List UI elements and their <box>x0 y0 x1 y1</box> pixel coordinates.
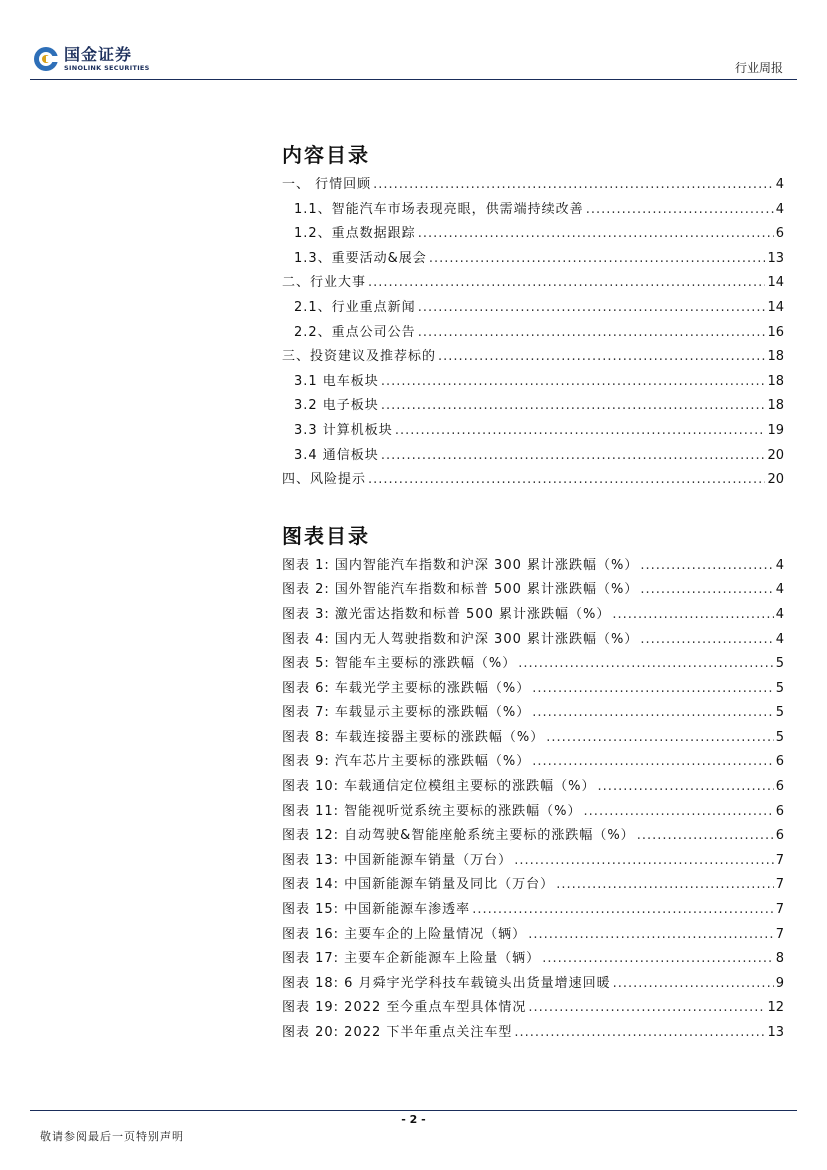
figure-entry-label: 图表 17: 主要车企新能源车上险量（辆） <box>282 951 541 967</box>
dot-leader <box>418 226 774 241</box>
toc-entry[interactable] <box>282 468 784 493</box>
toc-entry-label: 四、风险提示 <box>282 472 367 488</box>
figure-entry-label: 图表 14: 中国新能源车销量及同比（万台） <box>282 877 555 893</box>
figure-entry-label: 图表 2: 国外智能汽车指数和标普 500 累计涨跌幅（%） <box>282 582 639 598</box>
toc-entry[interactable] <box>282 419 784 444</box>
dot-leader <box>418 325 766 340</box>
figure-entry-page: 4 <box>775 557 784 573</box>
dot-leader <box>472 902 774 917</box>
figure-entry-label: 图表 8: 车载连接器主要标的涨跌幅（%） <box>282 729 545 745</box>
toc-entry-label: 一、 行情回顾 <box>282 177 372 192</box>
toc-entry-label: 1.3、重要活动&展会 <box>294 250 427 266</box>
figure-entry-page: 7 <box>775 926 784 942</box>
figure-entry[interactable] <box>282 873 784 898</box>
report-type-label: 行业周报 <box>734 61 783 75</box>
toc-entry[interactable] <box>282 370 784 395</box>
figure-entry-page: 12 <box>767 1000 784 1016</box>
toc-entry-page: 4 <box>775 177 784 192</box>
toc-entry-label: 1.1、智能汽车市场表现亮眼，供需端持续改善 <box>294 201 584 217</box>
figure-entry-page: 6 <box>775 754 784 770</box>
figure-entry[interactable] <box>282 578 784 603</box>
figure-entry-page: 4 <box>775 606 784 622</box>
figure-entry-page: 5 <box>775 729 784 745</box>
figure-entry[interactable] <box>282 898 784 923</box>
figure-entry[interactable] <box>282 775 784 800</box>
figure-entry[interactable] <box>282 923 784 948</box>
figure-entry-label: 图表 7: 车载显示主要标的涨跌幅（%） <box>282 705 531 721</box>
figure-entry-label: 图表 3: 激光雷达指数和标普 500 累计涨跌幅（%） <box>282 606 611 622</box>
figure-entry[interactable] <box>282 603 784 628</box>
figure-entry-page: 6 <box>775 803 784 819</box>
figure-list <box>282 554 784 1046</box>
toc-entry-label: 3.2 电子板块 <box>294 398 379 414</box>
figure-entry-label: 图表 4: 国内无人驾驶指数和沪深 300 累计涨跌幅（%） <box>282 631 639 647</box>
figure-entry-label: 图表 16: 主要车企的上险量情况（辆） <box>282 926 527 942</box>
toc-entry-page: 13 <box>767 250 784 266</box>
toc-entry-page: 18 <box>767 398 784 414</box>
figure-entry-label: 图表 9: 汽车芯片主要标的涨跌幅（%） <box>282 754 531 770</box>
figure-entry-page: 7 <box>775 902 784 918</box>
figure-entry-page: 8 <box>775 951 784 967</box>
dot-leader <box>381 448 766 463</box>
dot-leader <box>532 754 773 769</box>
figure-entry-label: 图表 5: 智能车主要标的涨跌幅（%） <box>282 656 517 672</box>
toc-title: 内容目录 <box>282 143 370 167</box>
dot-leader <box>381 398 766 413</box>
dot-leader <box>640 582 773 597</box>
figure-entry-label: 图表 20: 2022 下半年重点关注车型 <box>282 1025 513 1040</box>
toc-entry-label: 三、投资建议及推荐标的 <box>282 349 437 365</box>
dot-leader <box>395 423 766 438</box>
toc-entry[interactable] <box>282 345 784 370</box>
toc-entry[interactable] <box>282 444 784 469</box>
figure-entry[interactable] <box>282 652 784 677</box>
dot-leader <box>418 300 766 315</box>
dot-leader <box>586 202 774 217</box>
figure-entry-label: 图表 19: 2022 至今重点车型具体情况 <box>282 1000 527 1016</box>
figure-entry-page: 6 <box>775 779 784 795</box>
toc-entry-label: 3.1 电车板块 <box>294 373 379 389</box>
sinolink-logo-icon <box>33 46 59 72</box>
toc-entry-page: 19 <box>767 422 784 438</box>
figure-entry-label: 图表 1: 国内智能汽车指数和沪深 300 累计涨跌幅（%） <box>282 557 639 573</box>
dot-leader <box>613 976 774 991</box>
dot-leader <box>528 927 774 942</box>
dot-leader <box>514 1025 765 1040</box>
footer-divider <box>30 1110 797 1111</box>
toc-entry-page: 18 <box>767 349 784 365</box>
logo-chinese-name: 国金证券 <box>64 44 133 64</box>
figure-entry-label: 图表 11: 智能视听觉系统主要标的涨跌幅（%） <box>282 803 582 819</box>
toc-entry-page: 20 <box>767 472 784 488</box>
figure-entry[interactable] <box>282 677 784 702</box>
dot-leader <box>438 349 765 364</box>
figure-entry-page: 6 <box>775 828 784 844</box>
figure-list-title: 图表目录 <box>282 523 370 548</box>
figure-entry[interactable] <box>282 849 784 874</box>
figure-entry[interactable] <box>282 947 784 972</box>
toc-entry[interactable] <box>282 198 784 223</box>
dot-leader <box>546 730 773 745</box>
dot-leader <box>518 656 773 671</box>
logo-english-name: SINOLINK SECURITIES <box>64 63 150 72</box>
figure-entry[interactable] <box>282 1021 784 1046</box>
dot-leader <box>381 374 766 389</box>
figure-entry[interactable] <box>282 824 784 849</box>
figure-entry-label: 图表 6: 车载光学主要标的涨跌幅（%） <box>282 680 531 696</box>
dot-leader <box>368 275 765 290</box>
figure-entry-page: 5 <box>775 680 784 696</box>
figure-entry[interactable] <box>282 750 784 775</box>
toc-list <box>282 173 784 493</box>
toc-entry[interactable] <box>282 271 784 296</box>
dot-leader <box>532 681 773 696</box>
disclaimer-text: 敬请参阅最后一页特别声明 <box>40 1130 184 1143</box>
figure-entry[interactable] <box>282 628 784 653</box>
toc-entry-page: 4 <box>775 201 784 217</box>
dot-leader <box>640 558 773 573</box>
toc-entry-page: 6 <box>775 226 784 242</box>
dot-leader <box>542 951 774 966</box>
toc-entry-label: 二、行业大事 <box>282 275 367 291</box>
page-header <box>0 0 827 82</box>
dot-leader <box>556 877 774 892</box>
dot-leader <box>528 1000 765 1015</box>
main-content <box>282 140 784 1046</box>
dot-leader <box>429 251 766 266</box>
figure-entry-label: 图表 15: 中国新能源车渗透率 <box>282 902 471 918</box>
figure-entry-page: 9 <box>775 975 784 991</box>
figure-entry-label: 图表 12: 自动驾驶&智能座舱系统主要标的涨跌幅（%） <box>282 828 635 844</box>
toc-entry-label: 3.3 计算机板块 <box>294 422 393 438</box>
dot-leader <box>612 607 773 622</box>
dot-leader <box>640 632 773 647</box>
figure-entry-page: 5 <box>775 656 784 672</box>
toc-entry-label: 2.2、重点公司公告 <box>294 324 416 340</box>
figure-entry-label: 图表 13: 中国新能源车销量（万台） <box>282 852 513 868</box>
toc-entry-page: 18 <box>767 373 784 389</box>
toc-entry-label: 3.4 通信板块 <box>294 447 379 463</box>
figure-entry-page: 5 <box>775 705 784 721</box>
toc-entry[interactable] <box>282 222 784 247</box>
figure-entry-label: 图表 10: 车载通信定位模组主要标的涨跌幅（%） <box>282 779 596 795</box>
dot-leader <box>514 853 774 868</box>
toc-entry-page: 16 <box>767 324 784 340</box>
figure-entry-page: 7 <box>775 877 784 893</box>
toc-entry-label: 1.2、重点数据跟踪 <box>294 226 416 242</box>
toc-entry[interactable] <box>282 173 784 198</box>
dot-leader <box>598 779 774 794</box>
figure-entry[interactable] <box>282 800 784 825</box>
figure-entry[interactable] <box>282 726 784 751</box>
toc-entry-page: 20 <box>767 447 784 463</box>
figure-entry-label: 图表 18: 6 月舜宇光学科技车载镜头出货量增速回暖 <box>282 975 611 991</box>
toc-entry-label: 2.1、行业重点新闻 <box>294 299 416 315</box>
dot-leader <box>637 828 774 843</box>
toc-entry[interactable] <box>282 394 784 419</box>
figure-entry-page: 4 <box>775 582 784 598</box>
figure-entry[interactable] <box>282 972 784 997</box>
company-logo <box>33 46 150 72</box>
figure-entry-page: 7 <box>775 852 784 868</box>
figure-entry[interactable] <box>282 701 784 726</box>
toc-entry[interactable] <box>282 321 784 346</box>
dot-leader <box>584 804 774 819</box>
figure-entry-page: 13 <box>767 1025 784 1040</box>
toc-entry-page: 14 <box>767 275 784 291</box>
dot-leader <box>532 705 773 720</box>
header-divider <box>30 79 797 80</box>
figure-entry[interactable] <box>282 996 784 1021</box>
toc-entry-page: 14 <box>767 299 784 315</box>
dot-leader <box>368 472 765 487</box>
figure-entry-page: 4 <box>775 631 784 647</box>
toc-entry[interactable] <box>282 247 784 272</box>
toc-entry[interactable] <box>282 296 784 321</box>
figure-entry[interactable] <box>282 554 784 579</box>
page-number: - 2 - <box>401 1113 426 1126</box>
dot-leader <box>373 177 774 192</box>
